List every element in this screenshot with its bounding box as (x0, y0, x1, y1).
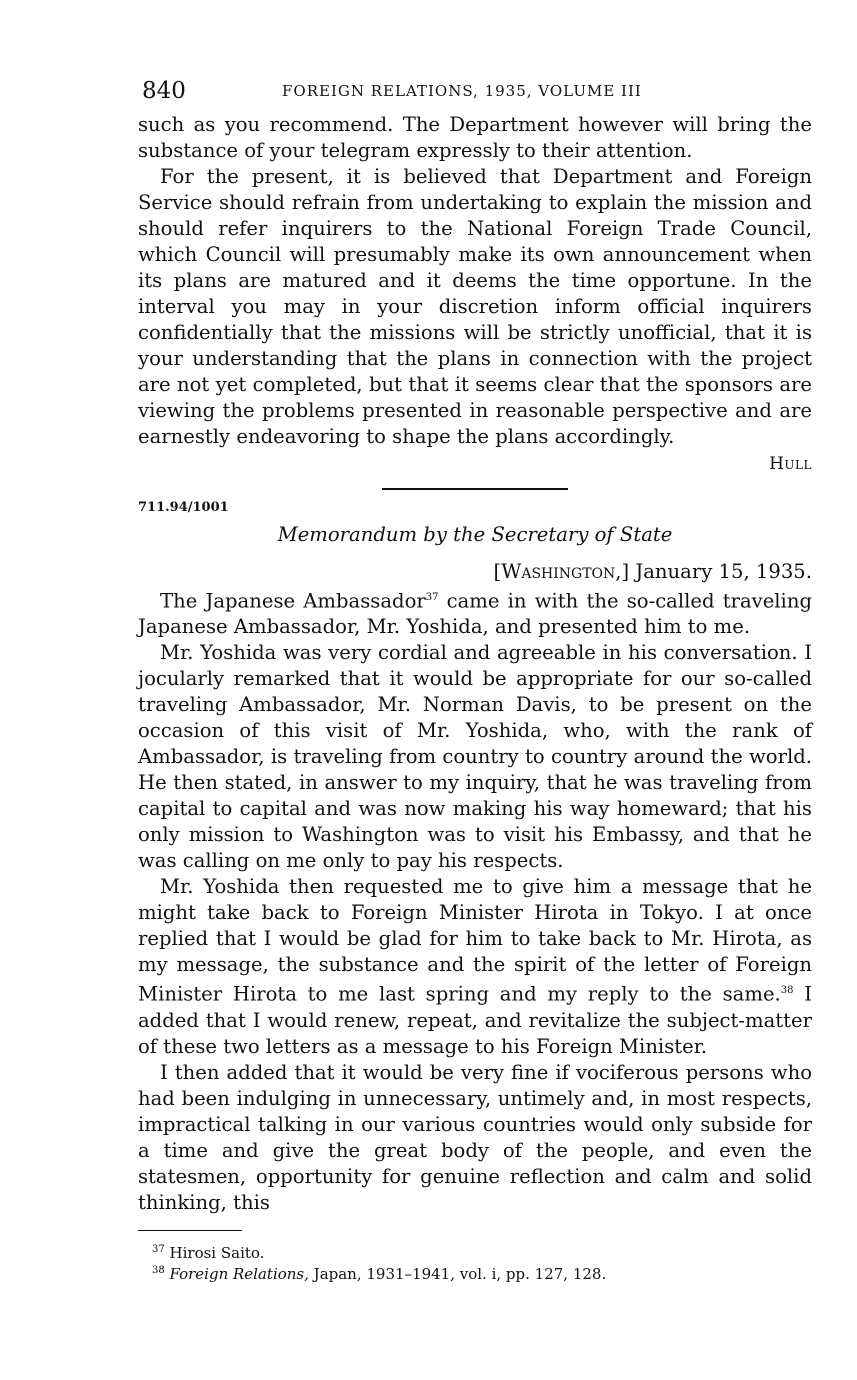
footnote-38 (152, 1262, 812, 1283)
memo-paragraph-2: Mr. Yoshida was very cordial and agreeable in his conversation. I jocularly remarked that it would be appropriate for our so-called traveling Ambassador, Mr. Norman Davis, to be present on the occasion of this visit of Mr. Yoshida, who, with the rank of Ambassador, is traveling from country to country around the world. He then stated, in answer to my inquiry, that he was traveling from capital to capital and was now making his way homeward; that his only mission to Washington was to visit his Embassy, and that he was calling on me only to pay his respects. (138, 641, 812, 873)
file-number: 711.94/1001 (138, 499, 229, 515)
memo-p1-text-a: The Japanese Ambassador (160, 589, 426, 613)
footnote-37 (152, 1241, 812, 1262)
signature: Hull (769, 454, 812, 474)
memo-paragraph-3 (138, 874, 812, 1060)
footnote-italic: Foreign Relations, (169, 1265, 309, 1284)
memo-p1-text-b: came in with the so-called traveling Japanese Ambassador, Mr. Yoshida, and presented him to me. (138, 589, 812, 639)
footnote-divider (138, 1230, 242, 1232)
running-head: FOREIGN RELATIONS, 1935, VOLUME III (282, 82, 642, 100)
telegram-paragraph: For the present, it is believed that Department and Foreign Service should refrain from undertaking to explain the mission and should refer inquirers to the National Foreign Trade Council, which Council will presumably make its own announcement when its plans are matured and it deems the time opportune. In the interval you may in your discretion inform official inquirers confidentially that the missions will be strictly unofficial, that it is your understanding that the plans in connection with the project are not yet completed, but that it seems clear that the sponsors are viewing the problems presented in reasonable perspective and are earnestly endeavoring to shape the plans accordingly. (138, 165, 812, 448)
dateline-place: [Washington,] (493, 559, 630, 583)
dateline (138, 560, 812, 583)
footnote-text: Japan, 1931–1941, vol. i, pp. 127, 128. (308, 1265, 607, 1284)
memo-p3-text-b: I added that I would renew, repeat, and revitalize the subject-matter of these two letters as a message to his Foreign Minister. (138, 982, 812, 1058)
dateline-date: January 15, 1935. (635, 559, 812, 583)
document-page (138, 72, 812, 1283)
footnote-ref-37: 37 (425, 591, 439, 603)
section-divider (382, 488, 568, 490)
page-number: 840 (142, 78, 186, 104)
footnotes (138, 1241, 812, 1283)
memo-p3-text-a: Mr. Yoshida then requested me to give him a message that he might take back to Foreign Minister Hirota in Tokyo. I at once replied that I would be glad for him to take back to Mr. Hirota, as my message, the substance and the spirit of the letter of Foreign Minister Hirota to me last spring and my reply to the same. (138, 875, 812, 1006)
continued-paragraph: such as you recommend. The Department however will bring the substance of your telegram expressly to their attention. (138, 113, 812, 162)
footnote-text: Hirosi Saito. (169, 1244, 265, 1263)
memo-paragraph-4: I then added that it would be very fine if vociferous persons who had been indulging in unnecessary, untimely and, in most respects, impractical talking in our various countries would only subside for a time and give the great body of the people, and even the statesmen, opportunity for genuine reflection and calm and solid thinking, this (138, 1060, 812, 1214)
page-header (138, 72, 812, 112)
footnote-mark: 38 (152, 1265, 165, 1277)
memo-paragraph-1 (138, 585, 812, 641)
footnote-mark: 37 (152, 1244, 165, 1256)
document-title: Memorandum by the Secretary of State (277, 522, 673, 546)
footnote-ref-38: 38 (780, 985, 794, 997)
